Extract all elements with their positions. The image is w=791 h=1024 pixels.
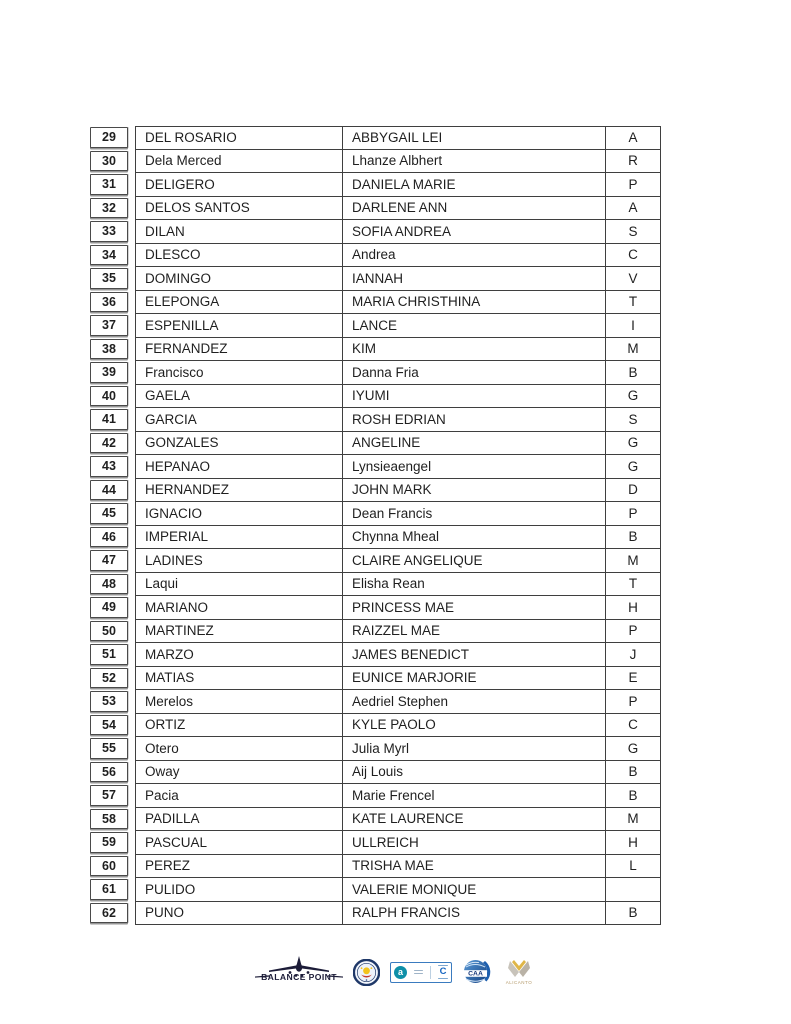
row-cells	[135, 291, 661, 315]
first-name-cell: Elisha Rean	[343, 573, 606, 596]
last-name-cell: GAELA	[136, 385, 343, 408]
table-row	[90, 291, 661, 315]
first-name-cell: Marie Frencel	[343, 784, 606, 807]
row-number-cell	[90, 480, 128, 501]
row-number-cell	[90, 574, 128, 595]
roster-rows	[90, 126, 661, 925]
row-cells	[135, 455, 661, 479]
table-row	[90, 831, 661, 855]
row-cells	[135, 314, 661, 338]
initial-cell: A	[628, 130, 638, 146]
last-name-cell: FERNANDEZ	[136, 338, 343, 361]
row-number: 56	[102, 764, 116, 779]
last-name-cell: DLESCO	[136, 244, 343, 267]
last-name-cell: DEL ROSARIO	[136, 127, 343, 149]
last-name-cell: Francisco	[136, 361, 343, 384]
table-row	[90, 902, 661, 926]
row-number-cell	[90, 174, 128, 195]
initial-cell: A	[628, 200, 638, 216]
first-name-cell: SOFIA ANDREA	[343, 220, 606, 243]
first-name-cell: DARLENE ANN	[343, 197, 606, 220]
table-row	[90, 620, 661, 644]
first-name-cell: Aij Louis	[343, 761, 606, 784]
row-number-cell	[90, 809, 128, 830]
roster-table	[90, 126, 661, 925]
first-name-cell: JOHN MARK	[343, 479, 606, 502]
row-number-cell	[90, 127, 128, 148]
row-cells	[135, 855, 661, 879]
row-cells	[135, 737, 661, 761]
row-cells	[135, 173, 661, 197]
initial-cell	[606, 878, 660, 901]
last-name-cell: Laqui	[136, 573, 343, 596]
row-cells	[135, 361, 661, 385]
row-number: 51	[102, 647, 116, 662]
last-name-cell: MATIAS	[136, 667, 343, 690]
initial-cell: L	[629, 858, 637, 874]
row-cells	[135, 573, 661, 597]
first-name-cell: Danna Fria	[343, 361, 606, 384]
table-row	[90, 220, 661, 244]
initial-cell: P	[628, 693, 638, 709]
anab-a-icon: a	[394, 966, 407, 979]
initial-cell: G	[627, 388, 639, 404]
row-number-cell	[90, 362, 128, 383]
initial-cell: I	[631, 317, 635, 333]
initial-cell: G	[627, 740, 639, 756]
row-number-cell	[90, 621, 128, 642]
row-cells	[135, 479, 661, 503]
row-number-cell	[90, 151, 128, 172]
initial-cell: B	[628, 764, 638, 780]
first-name-cell: ABBYGAIL LEI	[343, 127, 606, 149]
first-name-cell: MARIA CHRISTHINA	[343, 291, 606, 314]
row-number-cell	[90, 715, 128, 736]
row-number: 36	[102, 294, 116, 309]
row-cells	[135, 338, 661, 362]
table-row	[90, 690, 661, 714]
balance-point-label: BALANCE POINT	[261, 972, 337, 982]
last-name-cell: ORTIZ	[136, 714, 343, 737]
row-cells	[135, 784, 661, 808]
last-name-cell: Dela Merced	[136, 150, 343, 173]
row-number: 30	[102, 153, 116, 168]
caa-globe-icon	[462, 958, 492, 986]
row-number-cell	[90, 738, 128, 759]
footer-logo-strip	[0, 949, 791, 995]
row-number: 40	[102, 388, 116, 403]
row-number: 39	[102, 365, 116, 380]
row-number-cell	[90, 856, 128, 877]
initial-cell: P	[628, 176, 638, 192]
row-number-cell	[90, 292, 128, 313]
row-number: 60	[102, 858, 116, 873]
row-number: 57	[102, 788, 116, 803]
last-name-cell: PASCUAL	[136, 831, 343, 854]
first-name-cell: LANCE	[343, 314, 606, 337]
last-name-cell: GONZALES	[136, 432, 343, 455]
row-number-cell	[90, 668, 128, 689]
row-cells	[135, 643, 661, 667]
last-name-cell: PADILLA	[136, 808, 343, 831]
row-number: 46	[102, 529, 116, 544]
initial-cell: J	[629, 646, 637, 662]
last-name-cell: Pacia	[136, 784, 343, 807]
last-name-cell: HEPANAO	[136, 455, 343, 478]
row-number-cell	[90, 456, 128, 477]
row-cells	[135, 220, 661, 244]
table-row	[90, 314, 661, 338]
table-row	[90, 361, 661, 385]
initial-cell: B	[628, 364, 638, 380]
last-name-cell: IGNACIO	[136, 502, 343, 525]
first-name-cell: EUNICE MARJORIE	[343, 667, 606, 690]
row-cells	[135, 714, 661, 738]
last-name-cell: Oway	[136, 761, 343, 784]
initial-cell: H	[628, 599, 638, 615]
last-name-cell: DILAN	[136, 220, 343, 243]
row-number-cell	[90, 409, 128, 430]
first-name-cell: RAIZZEL MAE	[343, 620, 606, 643]
table-row	[90, 643, 661, 667]
table-row	[90, 408, 661, 432]
first-name-cell: PRINCESS MAE	[343, 596, 606, 619]
row-cells	[135, 761, 661, 785]
table-row	[90, 855, 661, 879]
row-cells	[135, 526, 661, 550]
row-number-cell	[90, 527, 128, 548]
row-number: 52	[102, 670, 116, 685]
cert-c-icon: C	[439, 966, 447, 978]
last-name-cell: MARZO	[136, 643, 343, 666]
initial-cell: V	[628, 270, 638, 286]
row-number-cell	[90, 503, 128, 524]
last-name-cell: DELOS SANTOS	[136, 197, 343, 220]
row-number: 55	[102, 741, 116, 756]
last-name-cell: PUNO	[136, 902, 343, 925]
initial-cell: B	[628, 787, 638, 803]
table-row	[90, 737, 661, 761]
first-name-cell: DANIELA MARIE	[343, 173, 606, 196]
row-number-cell	[90, 221, 128, 242]
initial-cell: C	[628, 247, 638, 263]
last-name-cell: ELEPONGA	[136, 291, 343, 314]
row-number-cell	[90, 832, 128, 853]
initial-cell: B	[628, 905, 638, 921]
last-name-cell: MARIANO	[136, 596, 343, 619]
initial-cell: G	[627, 435, 639, 451]
row-number: 35	[102, 271, 116, 286]
alicanto-logo	[502, 957, 536, 987]
last-name-cell: GARCIA	[136, 408, 343, 431]
table-row	[90, 502, 661, 526]
first-name-cell: Julia Myrl	[343, 737, 606, 760]
row-cells	[135, 831, 661, 855]
row-number-cell	[90, 879, 128, 900]
row-number: 41	[102, 412, 116, 427]
table-row	[90, 761, 661, 785]
initial-cell: D	[628, 482, 638, 498]
first-name-cell: ULLREICH	[343, 831, 606, 854]
row-cells	[135, 878, 661, 902]
first-name-cell: KYLE PAOLO	[343, 714, 606, 737]
row-cells	[135, 549, 661, 573]
row-cells	[135, 502, 661, 526]
row-cells	[135, 620, 661, 644]
last-name-cell: PEREZ	[136, 855, 343, 878]
table-row	[90, 479, 661, 503]
table-row	[90, 338, 661, 362]
table-row	[90, 596, 661, 620]
row-number-cell	[90, 315, 128, 336]
table-row	[90, 455, 661, 479]
first-name-cell: RALPH FRANCIS	[343, 902, 606, 925]
table-row	[90, 808, 661, 832]
initial-cell: B	[628, 529, 638, 545]
initial-cell: R	[628, 153, 638, 169]
table-row	[90, 432, 661, 456]
table-row	[90, 267, 661, 291]
row-number: 34	[102, 247, 116, 262]
cert-c-block	[438, 964, 448, 981]
row-number: 54	[102, 717, 116, 732]
last-name-cell: PULIDO	[136, 878, 343, 901]
caa-logo	[462, 958, 492, 986]
table-row	[90, 714, 661, 738]
last-name-cell: HERNANDEZ	[136, 479, 343, 502]
cert-divider	[430, 966, 431, 979]
row-number-cell	[90, 785, 128, 806]
table-row	[90, 573, 661, 597]
table-row	[90, 549, 661, 573]
table-row	[90, 150, 661, 174]
initial-cell: S	[628, 223, 638, 239]
first-name-cell: KIM	[343, 338, 606, 361]
first-name-cell: IANNAH	[343, 267, 606, 290]
table-row	[90, 667, 661, 691]
initial-cell: M	[627, 811, 639, 827]
first-name-cell: Aedriel Stephen	[343, 690, 606, 713]
table-row	[90, 526, 661, 550]
initial-cell: G	[627, 458, 639, 474]
first-name-cell: VALERIE MONIQUE	[343, 878, 606, 901]
last-name-cell: Otero	[136, 737, 343, 760]
initial-cell: P	[628, 623, 638, 639]
row-cells	[135, 667, 661, 691]
row-number: 42	[102, 435, 116, 450]
row-cells	[135, 596, 661, 620]
row-cells	[135, 126, 661, 150]
row-number: 50	[102, 623, 116, 638]
first-name-cell: IYUMI	[343, 385, 606, 408]
balance-point-airplane-icon	[255, 956, 343, 988]
last-name-cell: Merelos	[136, 690, 343, 713]
row-number: 38	[102, 341, 116, 356]
table-row	[90, 878, 661, 902]
last-name-cell: MARTINEZ	[136, 620, 343, 643]
row-number-cell	[90, 597, 128, 618]
row-number: 47	[102, 553, 116, 568]
row-number-cell	[90, 339, 128, 360]
first-name-cell: JAMES BENEDICT	[343, 643, 606, 666]
row-number: 53	[102, 694, 116, 709]
row-cells	[135, 267, 661, 291]
first-name-cell: Chynna Mheal	[343, 526, 606, 549]
row-number: 49	[102, 600, 116, 615]
initial-cell: T	[628, 576, 638, 592]
row-cells	[135, 150, 661, 174]
table-row	[90, 244, 661, 268]
initial-cell: C	[628, 717, 638, 733]
initial-cell: H	[628, 834, 638, 850]
first-name-cell: Lhanze Albhert	[343, 150, 606, 173]
row-cells	[135, 808, 661, 832]
last-name-cell: IMPERIAL	[136, 526, 343, 549]
initial-cell: M	[627, 552, 639, 568]
initial-cell: S	[628, 411, 638, 427]
row-number-cell	[90, 903, 128, 924]
row-cells	[135, 690, 661, 714]
row-number: 37	[102, 318, 116, 333]
row-cells	[135, 408, 661, 432]
philippine-seal-logo	[353, 959, 380, 986]
row-number: 44	[102, 482, 116, 497]
table-row	[90, 126, 661, 150]
row-number-cell	[90, 268, 128, 289]
row-cells	[135, 244, 661, 268]
row-number-cell	[90, 245, 128, 266]
row-number-cell	[90, 198, 128, 219]
initial-cell: P	[628, 505, 638, 521]
first-name-cell: CLAIRE ANGELIQUE	[343, 549, 606, 572]
initial-cell: E	[628, 670, 638, 686]
table-row	[90, 385, 661, 409]
caa-label: CAA	[468, 970, 483, 978]
row-cells	[135, 432, 661, 456]
row-cells	[135, 197, 661, 221]
table-row	[90, 784, 661, 808]
row-cells	[135, 385, 661, 409]
row-number: 33	[102, 224, 116, 239]
row-number: 43	[102, 459, 116, 474]
row-number-cell	[90, 386, 128, 407]
row-number: 31	[102, 177, 116, 192]
first-name-cell: Lynsieaengel	[343, 455, 606, 478]
row-number: 59	[102, 835, 116, 850]
row-number-cell	[90, 762, 128, 783]
last-name-cell: LADINES	[136, 549, 343, 572]
first-name-cell: ROSH EDRIAN	[343, 408, 606, 431]
row-number-cell	[90, 550, 128, 571]
row-number: 48	[102, 576, 116, 591]
row-number: 45	[102, 506, 116, 521]
balance-point-logo	[255, 956, 343, 988]
last-name-cell: DOMINGO	[136, 267, 343, 290]
row-number: 58	[102, 811, 116, 826]
row-number: 29	[102, 130, 116, 145]
seal-icon	[353, 959, 380, 986]
table-row	[90, 173, 661, 197]
initial-cell: T	[628, 294, 638, 310]
row-number: 32	[102, 200, 116, 215]
initial-cell: M	[627, 341, 639, 357]
row-number-cell	[90, 433, 128, 454]
row-number-cell	[90, 644, 128, 665]
first-name-cell: Dean Francis	[343, 502, 606, 525]
table-row	[90, 197, 661, 221]
first-name-cell: KATE LAURENCE	[343, 808, 606, 831]
row-number: 62	[102, 905, 116, 920]
last-name-cell: ESPENILLA	[136, 314, 343, 337]
row-number-cell	[90, 691, 128, 712]
row-cells	[135, 902, 661, 926]
certification-badge	[390, 962, 452, 983]
row-number: 61	[102, 882, 116, 897]
first-name-cell: ANGELINE	[343, 432, 606, 455]
cert-small-text	[414, 970, 423, 975]
first-name-cell: Andrea	[343, 244, 606, 267]
first-name-cell: TRISHA MAE	[343, 855, 606, 878]
alicanto-bird-icon	[506, 959, 532, 979]
alicanto-label: ALICANTO	[505, 980, 533, 985]
last-name-cell: DELIGERO	[136, 173, 343, 196]
